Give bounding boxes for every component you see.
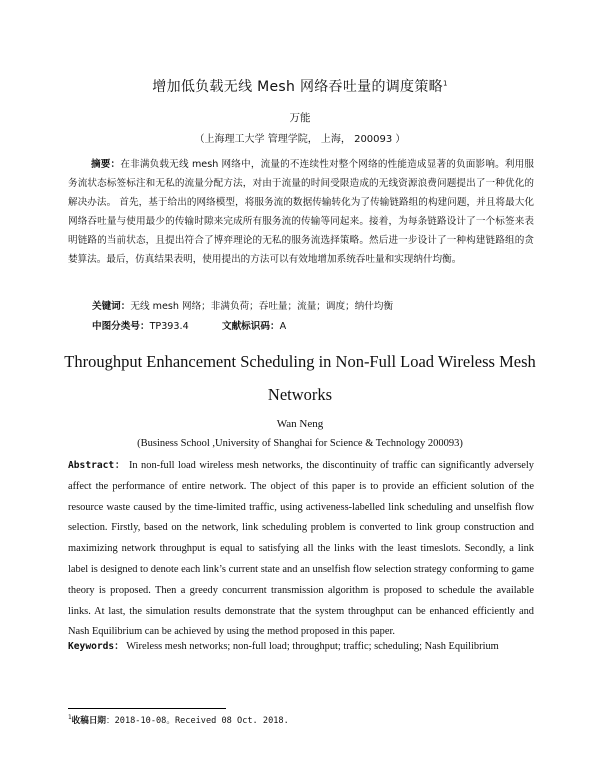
footnote-divider <box>68 708 226 709</box>
chinese-abstract <box>68 155 534 269</box>
english-title: Throughput Enhancement Scheduling in Non-Full Load Wireless Mesh Networks <box>64 352 536 404</box>
chinese-abstract-label: 摘要： <box>91 159 121 170</box>
footnote-text: ：2018-10-08。Received 08 Oct. 2018. <box>106 716 289 726</box>
document-code-value: A <box>279 321 287 332</box>
classification-value: TP393.4 <box>149 321 189 332</box>
english-affiliation: (Business School ,University of Shanghai for Science & Technology 200093) <box>137 438 463 449</box>
english-keywords-label: Keywords： <box>68 641 124 652</box>
english-abstract <box>68 456 534 643</box>
chinese-affiliation: （上海理工大学 管理学院， 上海， 200093 ） <box>194 134 406 145</box>
chinese-keywords-label: 关键词： <box>92 301 131 312</box>
english-keywords-text: Wireless mesh networks; non-full load; throughput; traffic; scheduling; Nash Equilibrium <box>126 641 499 652</box>
document-code <box>222 318 286 332</box>
english-keywords <box>68 638 534 652</box>
document-code-label: 文献标识码： <box>222 321 280 332</box>
title-footnote-mark: 1 <box>442 79 448 88</box>
chinese-title <box>0 76 600 96</box>
classification-line <box>92 318 532 332</box>
chinese-keywords <box>92 298 393 312</box>
classification-label: 中图分类号： <box>92 321 150 332</box>
english-abstract-text: In non-full load wireless mesh networks, the discontinuity of traffic can significantly adversely affect the performance of entire network. The object of this paper is to provide an efficient solution of the resource waste caused by the time-limited traffic, using activeness-labelled link scheduling and unselfish flow selection. Firstly, based on the network, link scheduling problem is converted to link group construction and maximizing network throughput is equal to satisfying all the links with the least timeslots. Secondly, a link label is designed to denote each link’s current state and an unselfish flow selection strategy conforming to game theory is proposed. Then a greedy concurrent transmission algorithm is proposed to schedule the available links. At last, the simulation results demonstrate that the system throughput can be enhanced efficiently and Nash Equilibrium can be achieved by using the method proposed in this paper. <box>68 460 534 638</box>
footnote <box>68 714 289 726</box>
chinese-title-text: 增加低负载无线 Mesh 网络吞吐量的调度策略 <box>152 79 443 95</box>
chinese-author: 万能 <box>289 112 311 124</box>
chinese-abstract-text: 在非满负载无线 mesh 网络中，流量的不连续性对整个网络的性能造成显著的负面影响。利用服务流状态标签标注和无私的流量分配方法，对由于流量的时间受限造成的无线资源浪费问题提出了一种优化的解决办法。 首先，基于给出的网络模型，将服务流的数据传输转化为了传输链路组的构建问题，并且将最大化网络吞吐量与使用最少的传输时隙来完成所有服务流的传输等同起来。接着，为每条链路设计了一个标签来表明链路的当前状态，且提出符合了博弈理论的无私的服务流选择策略。然后进一步设计了一种构建链路组的贪婪算法。最后，仿真结果表明，使用提出的方法可以有效地增加系统吞吐量和实现纳什均衡。 <box>68 159 535 265</box>
english-author: Wan Neng <box>276 418 324 430</box>
english-abstract-label: Abstract： <box>68 460 126 471</box>
chinese-keywords-text: 无线 mesh 网络；非满负荷；吞吐量；流量；调度；纳什均衡 <box>130 301 394 312</box>
footnote-label: 收稿日期 <box>71 716 107 726</box>
footnote-mark: 1 <box>68 714 72 722</box>
